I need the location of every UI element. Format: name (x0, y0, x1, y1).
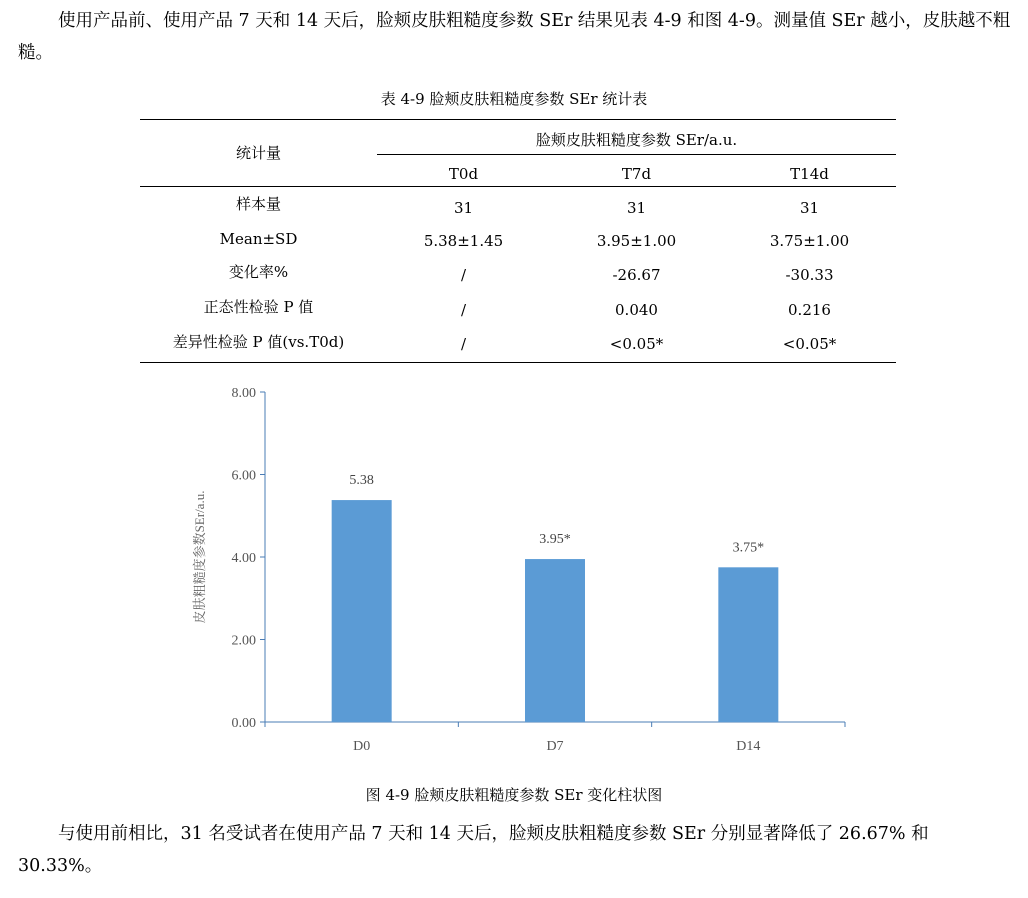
x-tick-label: D7 (546, 739, 564, 754)
cell-value: 3.95±1.00 (596, 232, 677, 250)
table-mid-rule (377, 154, 896, 155)
y-tick-label: 8.00 (231, 386, 256, 401)
table-bottom-rule (140, 362, 896, 363)
bar-chart (140, 375, 900, 775)
cell-value: / (460, 301, 467, 319)
y-tick-label: 4.00 (231, 551, 256, 566)
table-header-rule (140, 186, 896, 187)
group-header: 脸颊皮肤粗糙度参数 SEr/a.u. (535, 131, 738, 149)
conclusion-paragraph: 与使用前相比，31 名受试者在使用产品 7 天和 14 天后，脸颊皮肤粗糙度参数 SEr 分别显著降低了 26.67% 和 30.33%。 (18, 824, 929, 876)
y-axis-label: 皮肤粗糙度参数SEr/a.u. (192, 490, 207, 624)
cell-value: 5.38±1.45 (423, 232, 504, 250)
y-tick-label: 6.00 (231, 468, 256, 484)
row-label: 变化率% (228, 263, 289, 281)
cell-value: 31 (799, 199, 820, 217)
cell-value: -30.33 (785, 266, 834, 284)
row-label: Mean±SD (219, 230, 298, 248)
row-label: 正态性检验 P 值 (203, 298, 314, 316)
cell-value: 0.040 (615, 301, 658, 319)
cell-value: 31 (453, 199, 474, 217)
row-label: 样本量 (235, 195, 281, 213)
column-header-t7d: T7d (621, 165, 652, 183)
table-caption: 表 4-9 脸颊皮肤粗糙度参数 SEr 统计表 (380, 90, 648, 108)
table-top-rule (140, 119, 896, 120)
cell-value: / (460, 266, 467, 284)
stat-header: 统计量 (235, 144, 281, 162)
column-header-t14d: T14d (790, 165, 829, 183)
plot-area (192, 386, 845, 754)
data-label: 5.38 (349, 473, 374, 489)
data-label: 3.95* (539, 532, 571, 548)
column-header-t0d: T0d (448, 165, 479, 183)
data-label: 3.75* (732, 540, 765, 556)
cell-value: / (460, 335, 467, 353)
cell-value: <0.05* (782, 335, 837, 353)
cell-value: <0.05* (609, 335, 664, 353)
cell-value: 31 (626, 199, 647, 217)
cell-value: 3.75±1.00 (769, 232, 850, 250)
cell-value: 0.216 (788, 301, 831, 319)
y-tick-label: 0.00 (231, 716, 256, 731)
x-tick-label: D0 (353, 739, 371, 754)
intro-paragraph: 使用产品前、使用产品 7 天和 14 天后，脸颊皮肤粗糙度参数 SEr 结果见表 4-9 和图 4-9。测量值 SEr 越小，皮肤越不粗糙。 (18, 11, 1011, 63)
bar-d0 (332, 500, 392, 722)
figure-caption: 图 4-9 脸颊皮肤粗糙度参数 SEr 变化柱状图 (365, 786, 663, 804)
y-tick-label: 2.00 (231, 633, 256, 649)
x-tick-label: D14 (736, 739, 761, 754)
row-label: 差异性检验 P 值(vs.T0d) (172, 333, 345, 351)
cell-value: -26.67 (612, 266, 661, 284)
bar-d14 (718, 567, 778, 722)
bar-d7 (525, 559, 585, 722)
